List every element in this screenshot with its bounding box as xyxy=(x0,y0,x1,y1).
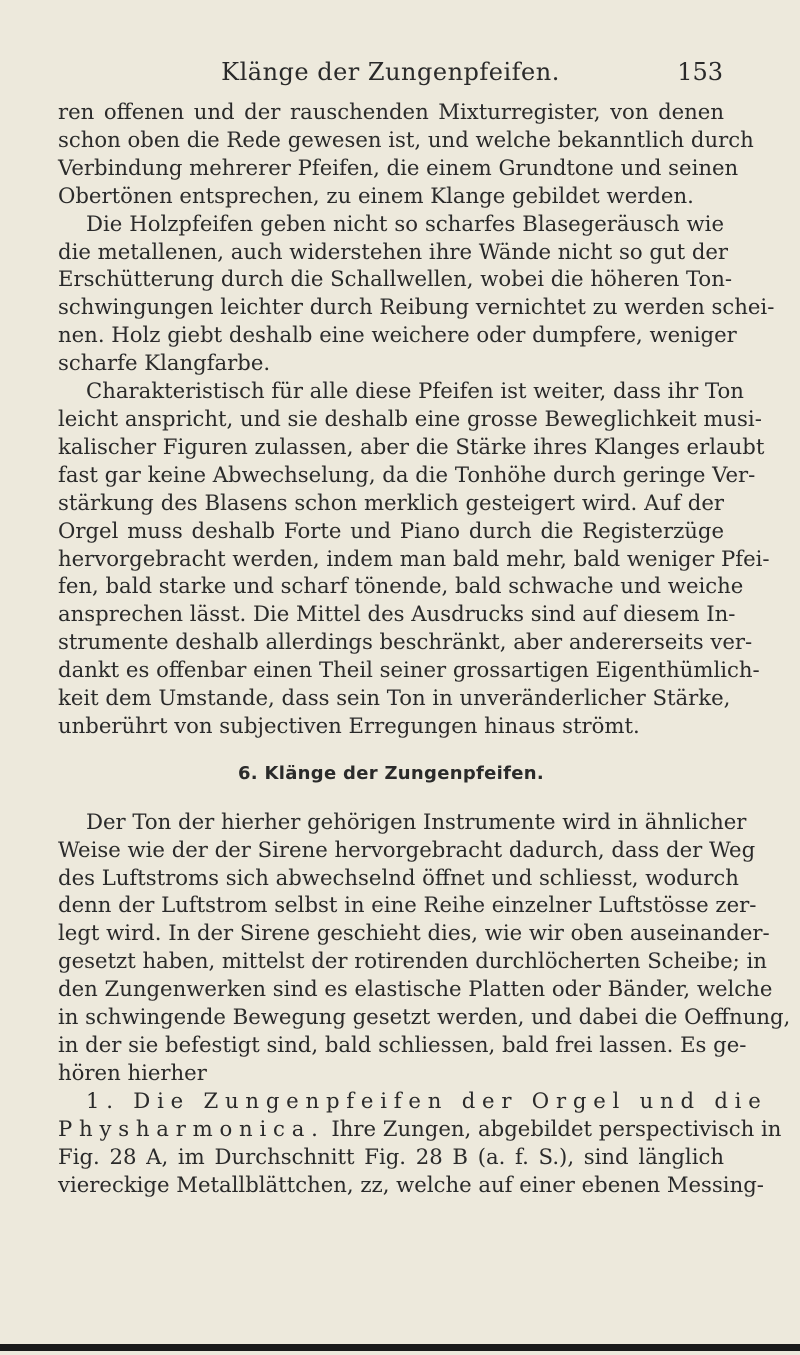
text-line: die metallenen, auch widerstehen ihre Wände nicht so gut der xyxy=(58,238,729,264)
text-line: keit dem Umstande, dass sein Ton in unveränderlicher Stärke, xyxy=(58,685,731,711)
bottom-edge-shadow xyxy=(0,1344,800,1351)
text-line-spaced: 1. Die Zungenpfeifen der Orgel und die xyxy=(86,1087,768,1113)
text-line: Weise wie der der Sirene hervorgebracht dadurch, dass der Weg xyxy=(58,836,756,862)
text-line xyxy=(58,1115,782,1143)
text-line: fast gar keine Abwechselung, da die Tonhöhe durch geringe Ver- xyxy=(58,461,756,487)
body-text xyxy=(58,98,791,1198)
text-line: Der Ton der hierher gehörigen Instrumente wird in ähnlicher xyxy=(86,808,747,834)
text-line: des Luftstroms sich abwechselnd öffnet und schliesst, wodurch xyxy=(58,864,739,890)
text-line: Verbindung mehrerer Pfeifen, die einem Grundtone und seinen xyxy=(58,154,739,180)
text-line: viereckige Metallblättchen, zz, welche auf einer ebenen Messing- xyxy=(58,1171,764,1197)
text-line: Erschütterung durch die Schallwellen, wobei die höheren Ton- xyxy=(58,266,732,292)
text-line: fen, bald starke und scharf tönende, bald schwache und weiche xyxy=(58,573,744,599)
text-line: in der sie befestigt sind, bald schliessen, bald frei lassen. Es ge- xyxy=(58,1032,747,1057)
running-head xyxy=(58,56,723,96)
paragraph-3 xyxy=(58,377,770,740)
text-line: kalischer Figuren zulassen, aber die Stärke ihres Klanges erlaubt xyxy=(58,433,765,459)
text-line: schwingungen leichter durch Reibung vernichtet zu werden schei- xyxy=(58,294,775,320)
text-line: hören hierher xyxy=(58,1059,207,1085)
text-line: leicht anspricht, und sie deshalb eine grosse Beweglichkeit musi- xyxy=(58,405,762,431)
text-line: scharfe Klangfarbe. xyxy=(58,350,271,376)
text-line: Charakteristisch für alle diese Pfeifen ist weiter, dass ihr Ton xyxy=(86,378,744,404)
text-line: ansprechen lässt. Die Mittel des Ausdrucks sind auf diesem In- xyxy=(58,601,736,627)
text-line: ren offenen und der rauschenden Mixturregister, von denen xyxy=(58,99,724,124)
section-heading: 6. Klänge der Zungenpfeifen. xyxy=(237,762,545,784)
page-number: 153 xyxy=(677,58,723,86)
text-line: denn der Luftstrom selbst in eine Reihe einzelner Luftstösse zer- xyxy=(58,892,757,918)
text-line: unberührt von subjectiven Erregungen hinaus strömt. xyxy=(58,712,640,738)
text-line: Die Holzpfeifen geben nicht so scharfes Blasegeräusch wie xyxy=(86,210,724,236)
text-line: dankt es offenbar einen Theil seiner grossartigen Eigenthümlich- xyxy=(58,657,760,683)
text-fragment: Ihre Zungen, abgebildet perspectivisch in xyxy=(324,1115,782,1141)
text-line: den Zungenwerken sind es elastische Platten oder Bänder, welche xyxy=(58,976,773,1002)
paragraph-2 xyxy=(58,210,775,377)
text-line: nen. Holz giebt deshalb eine weichere oder dumpfere, weniger xyxy=(58,322,737,348)
running-title: Klänge der Zungenpfeifen. xyxy=(221,58,560,86)
text-line: in schwingende Bewegung gesetzt werden, und dabei die Oeffnung, xyxy=(58,1004,791,1030)
text-line: Obertönen entsprechen, zu einem Klange gebildet werden. xyxy=(58,182,694,208)
instrument-name: Physharmonica. xyxy=(58,1115,325,1141)
text-line: legt wird. In der Sirene geschieht dies, wie wir oben auseinander- xyxy=(58,920,770,946)
paragraph-1 xyxy=(58,98,754,210)
text-line: schon oben die Rede gewesen ist, und welche bekanntlich durch xyxy=(58,126,754,152)
text-line: gesetzt haben, mittelst der rotirenden durchlöcherten Scheibe; in xyxy=(58,948,767,974)
paragraph-4 xyxy=(58,808,791,1087)
text-line: hervorgebracht werden, indem man bald mehr, bald weniger Pfei- xyxy=(58,545,770,571)
text-line: Fig. 28 A, im Durchschnitt Fig. 28 B (a. f. S.), sind länglich xyxy=(58,1143,724,1169)
paragraph-5 xyxy=(58,1087,782,1199)
text-line: strumente deshalb allerdings beschränkt, aber andererseits ver- xyxy=(58,629,753,655)
text-line: stärkung des Blasens schon merklich gesteigert wird. Auf der xyxy=(58,489,724,515)
text-line: Orgel muss deshalb Forte und Piano durch die Registerzüge xyxy=(58,517,724,543)
